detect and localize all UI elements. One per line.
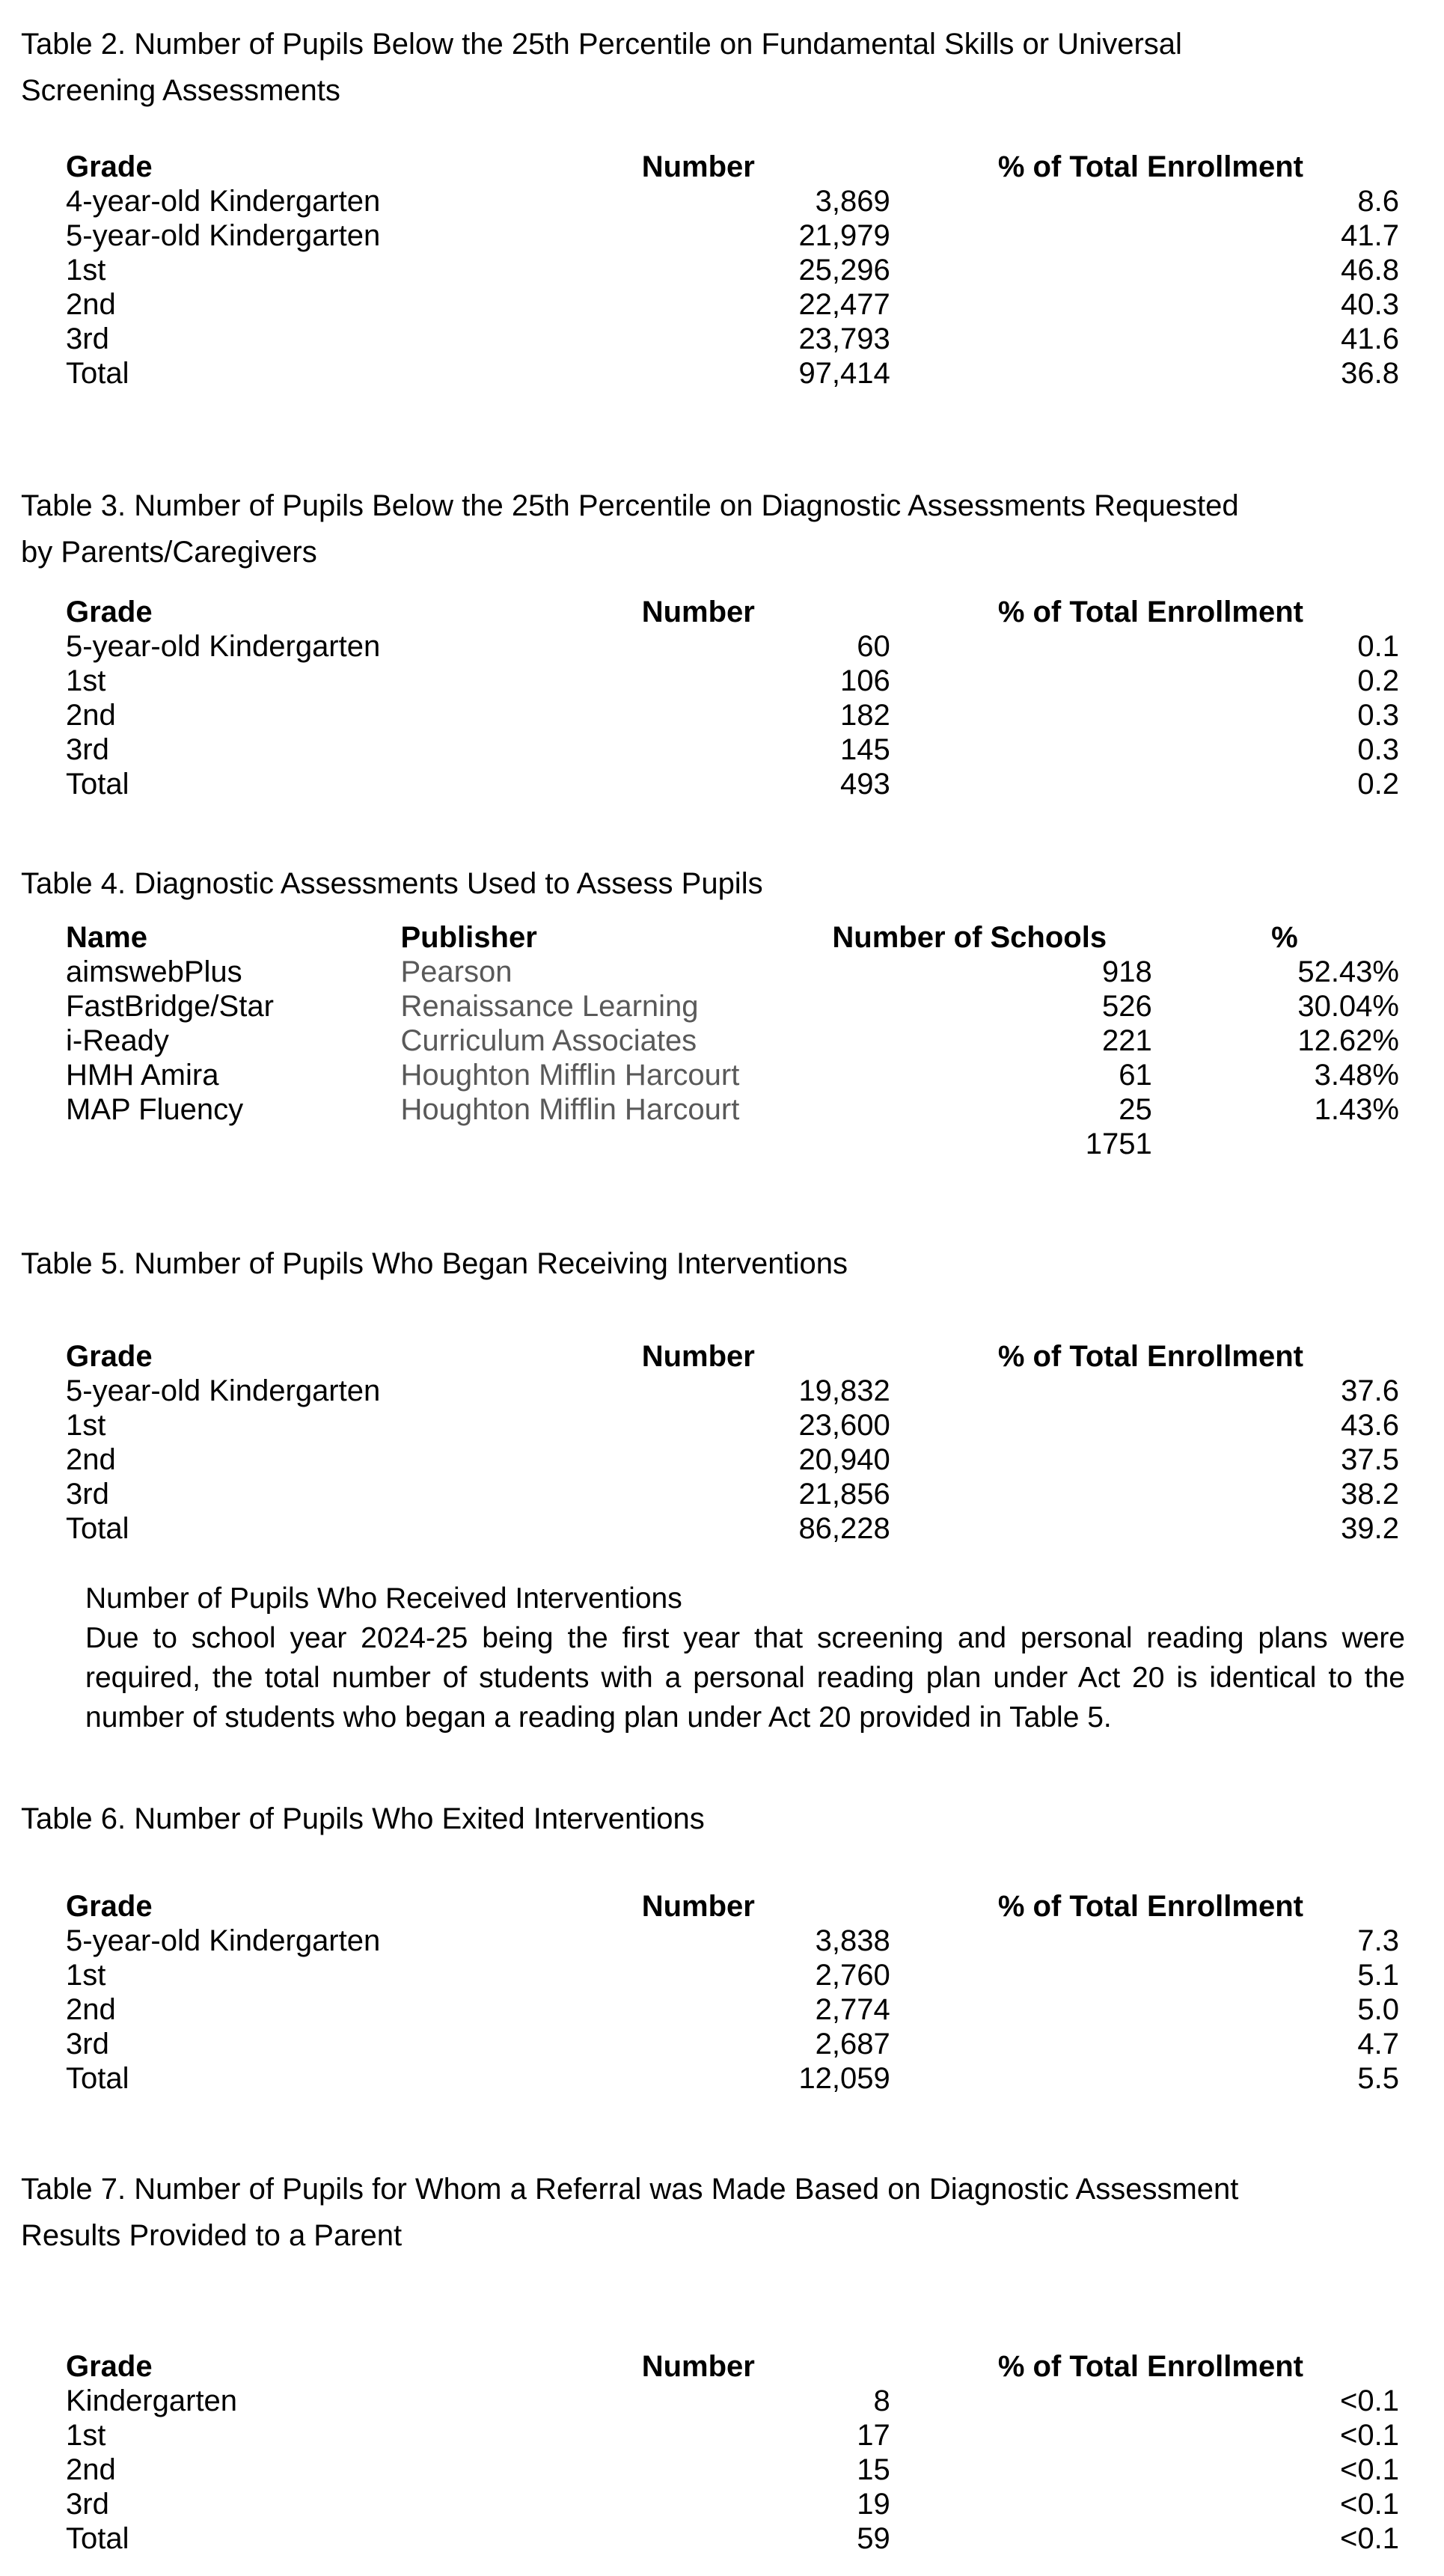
table-cell: 39.2 — [1341, 1512, 1399, 1545]
table-cell: 38.2 — [1341, 1478, 1399, 1511]
column-header-grade: Grade — [66, 1340, 153, 1373]
table-3-title-line-2: by Parents/Caregivers — [21, 536, 317, 569]
table-cell: 97,414 — [798, 357, 890, 390]
column-header-publisher: Publisher — [400, 921, 537, 954]
column-header-grade: Grade — [66, 2350, 153, 2383]
column-header-name: Name — [66, 921, 147, 954]
table-cell: 37.5 — [1341, 1443, 1399, 1476]
table-cell: Renaissance Learning — [400, 990, 699, 1023]
table-row — [66, 1127, 1405, 1161]
table-cell: FastBridge/Star — [66, 990, 274, 1023]
table-row — [66, 1477, 1405, 1511]
table-row — [66, 955, 1405, 989]
table-cell: 5-year-old Kindergarten — [66, 1374, 381, 1407]
table-cell: <0.1 — [1340, 2419, 1399, 2452]
table-cell: 36.8 — [1341, 357, 1399, 390]
table-cell: Houghton Mifflin Harcourt — [400, 1059, 740, 1092]
table-cell: 5-year-old Kindergarten — [66, 219, 381, 252]
table-row — [66, 1511, 1405, 1546]
column-header-pct-enrollment: % of Total Enrollment — [997, 150, 1303, 183]
table-cell: 46.8 — [1341, 254, 1399, 287]
table-cell: 145 — [840, 733, 890, 766]
table-2-title-line-2: Screening Assessments — [21, 74, 340, 107]
table-cell: 5.0 — [1357, 1993, 1399, 2026]
table-4-header-row — [66, 920, 1405, 955]
table-cell: 86,228 — [798, 1512, 890, 1545]
table-cell: 0.2 — [1357, 768, 1399, 801]
table-row — [66, 287, 1405, 322]
table-4 — [66, 920, 1405, 1161]
table-row — [66, 698, 1405, 732]
column-header-pct: % — [1271, 921, 1298, 954]
table-cell: HMH Amira — [66, 1059, 219, 1092]
table-row — [66, 989, 1405, 1024]
column-header-pct-enrollment: % of Total Enrollment — [997, 2350, 1303, 2383]
table-row — [66, 732, 1405, 767]
table-2-header-row — [66, 150, 1405, 184]
table-cell: Curriculum Associates — [400, 1024, 697, 1057]
table-3-body — [66, 629, 1405, 801]
table-cell: i-Ready — [66, 1024, 169, 1057]
table-row — [66, 218, 1405, 253]
table-2 — [66, 150, 1405, 391]
table-5 — [66, 1339, 1405, 1546]
table-5-header-row — [66, 1339, 1405, 1374]
table-5-body — [66, 1374, 1405, 1546]
table-cell: 2nd — [66, 288, 116, 321]
table-cell: 0.3 — [1357, 733, 1399, 766]
table-cell: 182 — [840, 699, 890, 732]
table-cell: 19 — [857, 2488, 890, 2521]
table-cell: 40.3 — [1341, 288, 1399, 321]
table-cell: 106 — [840, 664, 890, 697]
table-cell: 22,477 — [798, 288, 890, 321]
table-cell: 61 — [1119, 1059, 1152, 1092]
table-row — [66, 629, 1405, 664]
table-cell: 25,296 — [798, 254, 890, 287]
table-cell: Total — [66, 2522, 129, 2555]
table-cell: 1st — [66, 254, 106, 287]
table-cell: 15 — [857, 2453, 890, 2486]
column-header-number: Number — [641, 150, 755, 183]
table-row — [66, 1924, 1405, 1958]
table-cell: <0.1 — [1340, 2453, 1399, 2486]
table-row — [66, 1024, 1405, 1058]
table-cell: 3rd — [66, 2488, 109, 2521]
table-row — [66, 2027, 1405, 2061]
table-3-header-row — [66, 595, 1405, 629]
table-cell: Total — [66, 2062, 129, 2095]
table-6 — [66, 1889, 1405, 2096]
table-cell: 3rd — [66, 322, 109, 355]
column-header-pct-enrollment: % of Total Enrollment — [997, 1340, 1303, 1373]
table-cell: Total — [66, 357, 129, 390]
table-2-title — [21, 21, 1368, 114]
table-row — [66, 1958, 1405, 1992]
table-cell: 3,838 — [815, 1924, 890, 1957]
table-row — [66, 1374, 1405, 1408]
table-cell: 37.6 — [1341, 1374, 1399, 1407]
table-cell: 20,940 — [798, 1443, 890, 1476]
table-cell: 4-year-old Kindergarten — [66, 185, 381, 218]
table-cell: Pearson — [400, 955, 513, 988]
table-cell: 1st — [66, 2419, 106, 2452]
table-cell: 2nd — [66, 2453, 116, 2486]
table-row — [66, 664, 1405, 698]
table-2-title-line-1: Table 2. Number of Pupils Below the 25th Percentile on Fundamental Skills or Universal — [21, 28, 1182, 61]
table-cell: 3rd — [66, 733, 109, 766]
table-6-header-row — [66, 1889, 1405, 1924]
table-cell: 43.6 — [1341, 1409, 1399, 1442]
table-cell: 3rd — [66, 2028, 109, 2061]
column-header-number: Number — [641, 1890, 755, 1923]
table-cell: 2nd — [66, 1443, 116, 1476]
table-cell: 21,979 — [798, 219, 890, 252]
table-cell: 23,793 — [798, 322, 890, 355]
table-cell: 4.7 — [1357, 2028, 1399, 2061]
table-cell: 5.1 — [1357, 1959, 1399, 1992]
table-row — [66, 1092, 1405, 1127]
table-cell: 17 — [857, 2419, 890, 2452]
table-3-title-line-1: Table 3. Number of Pupils Below the 25th Percentile on Diagnostic Assessments Requested — [21, 489, 1239, 522]
table-cell: 2,760 — [815, 1959, 890, 1992]
column-header-number: Number — [641, 1340, 755, 1373]
table-cell: 21,856 — [798, 1478, 890, 1511]
table-cell: Kindergarten — [66, 2384, 238, 2417]
table-7-body — [66, 2384, 1405, 2556]
table-cell: aimswebPlus — [66, 955, 242, 988]
table-5-title — [21, 1240, 1368, 1287]
table-7-title-line-2: Results Provided to a Parent — [21, 2219, 403, 2252]
table-cell: 12.62% — [1297, 1024, 1399, 1057]
table-cell: 2nd — [66, 699, 116, 732]
table-cell: Total — [66, 1512, 129, 1545]
table-7 — [66, 2349, 1405, 2556]
table-cell: 5-year-old Kindergarten — [66, 630, 381, 663]
column-header-pct-enrollment: % of Total Enrollment — [997, 596, 1303, 628]
table-cell: 3.48% — [1314, 1059, 1399, 1092]
table-cell: <0.1 — [1340, 2522, 1399, 2555]
table-row — [66, 2453, 1405, 2487]
column-header-number: Number — [641, 2350, 755, 2383]
table-cell: 25 — [1119, 1093, 1152, 1126]
table-row — [66, 2384, 1405, 2418]
table-cell: 3,869 — [815, 185, 890, 218]
table-cell: 19,832 — [798, 1374, 890, 1407]
table-row — [66, 356, 1405, 391]
table-cell: 59 — [857, 2522, 890, 2555]
table-cell: 5.5 — [1357, 2062, 1399, 2095]
column-header-grade: Grade — [66, 150, 153, 183]
table-cell: <0.1 — [1340, 2488, 1399, 2521]
table-row — [66, 253, 1405, 287]
table-7-title-line-1: Table 7. Number of Pupils for Whom a Referral was Made Based on Diagnostic Assessment — [21, 2173, 1239, 2206]
table-cell: 8 — [873, 2384, 890, 2417]
table-4-body — [66, 955, 1405, 1161]
column-header-pct-enrollment: % of Total Enrollment — [997, 1890, 1303, 1923]
table-cell: 7.3 — [1357, 1924, 1399, 1957]
table-6-body — [66, 1924, 1405, 2096]
table-cell: 3rd — [66, 1478, 109, 1511]
table-3 — [66, 595, 1405, 801]
table-row — [66, 767, 1405, 801]
table-7-header-row — [66, 2349, 1405, 2384]
table-cell — [66, 1127, 401, 1161]
table-row — [66, 322, 1405, 356]
table-3-title — [21, 483, 1368, 575]
note-heading: Number of Pupils Who Received Interventions — [85, 1582, 682, 1615]
table-cell: 0.1 — [1357, 630, 1399, 663]
table-row — [66, 1058, 1405, 1092]
table-cell: 2,774 — [815, 1993, 890, 2026]
table-cell: 8.6 — [1357, 185, 1399, 218]
table-4-title — [21, 860, 1368, 907]
table-row — [66, 1408, 1405, 1443]
table-row — [66, 2418, 1405, 2453]
table-cell: 2,687 — [815, 2028, 890, 2061]
table-cell: 30.04% — [1297, 990, 1399, 1023]
table-row — [66, 1992, 1405, 2027]
table-cell: 0.3 — [1357, 699, 1399, 732]
table-row — [66, 2521, 1405, 2556]
table-cell: 493 — [840, 768, 890, 801]
table-cell: Houghton Mifflin Harcourt — [400, 1093, 740, 1126]
table-cell: <0.1 — [1340, 2384, 1399, 2417]
table-cell: Total — [66, 768, 129, 801]
table-cell: MAP Fluency — [66, 1093, 244, 1126]
table-cell — [401, 1127, 816, 1161]
table-cell: 526 — [1102, 990, 1152, 1023]
table-cell: 1.43% — [1314, 1093, 1399, 1126]
table-cell: 52.43% — [1297, 955, 1399, 988]
table-cell: 60 — [857, 630, 890, 663]
table-6-title — [21, 1796, 1368, 1842]
table-row — [66, 2061, 1405, 2096]
table-cell: 5-year-old Kindergarten — [66, 1924, 381, 1957]
table-cell: 918 — [1102, 955, 1152, 988]
table-cell: 23,600 — [798, 1409, 890, 1442]
column-header-grade: Grade — [66, 1890, 153, 1923]
table-cell: 1st — [66, 1959, 106, 1992]
table-cell: 1751 — [1085, 1128, 1152, 1160]
table-6-title-line-1: Table 6. Number of Pupils Who Exited Interventions — [21, 1802, 705, 1835]
table-row — [66, 184, 1405, 218]
table-cell: 41.7 — [1341, 219, 1399, 252]
table-cell: 221 — [1102, 1024, 1152, 1057]
column-header-number-of-schools: Number of Schools — [832, 921, 1107, 954]
table-5-title-line-1: Table 5. Number of Pupils Who Began Receiving Interventions — [21, 1247, 848, 1280]
table-cell: 12,059 — [798, 2062, 890, 2095]
table-row — [66, 2487, 1405, 2521]
table-row — [66, 1443, 1405, 1477]
table-cell: 1st — [66, 1409, 106, 1442]
column-header-grade: Grade — [66, 596, 153, 628]
table-cell: 41.6 — [1341, 322, 1399, 355]
note-paragraph: Due to school year 2024-25 being the first year that screening and personal reading plans were required, the total number of students with a personal reading plan under Act 20 is identical to the number of students who began a reading plan under Act 20 provided in Table 5. — [85, 1622, 1405, 1734]
table-cell: 2nd — [66, 1993, 116, 2026]
table-7-title — [21, 2166, 1368, 2259]
table-4-title-line-1: Table 4. Diagnostic Assessments Used to Assess Pupils — [21, 867, 763, 900]
table-2-body — [66, 184, 1405, 391]
column-header-number: Number — [641, 596, 755, 628]
table-cell: 0.2 — [1357, 664, 1399, 697]
table-cell — [1164, 1127, 1405, 1161]
table-cell: 1st — [66, 664, 106, 697]
